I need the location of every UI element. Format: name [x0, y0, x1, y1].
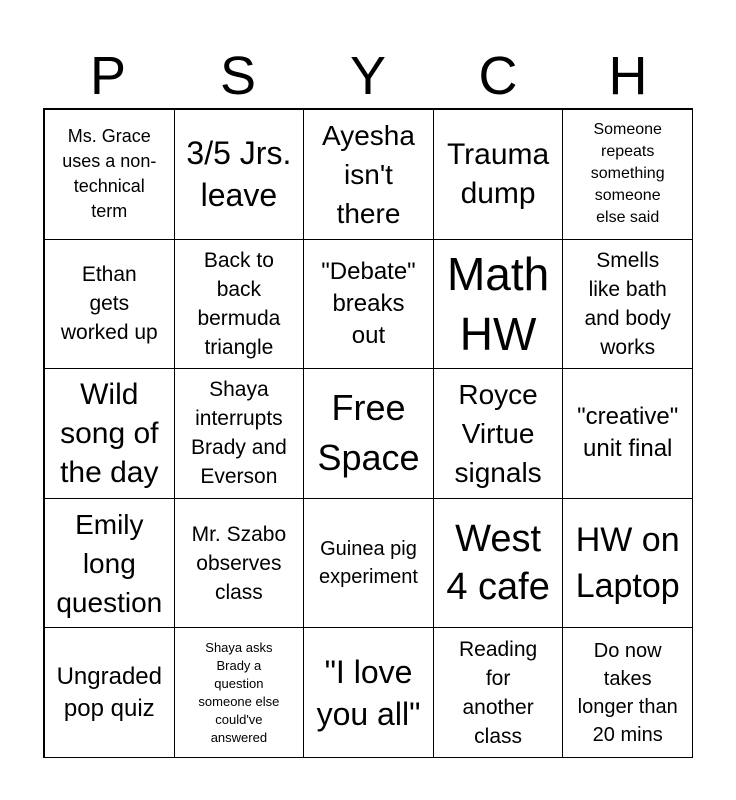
bingo-cell[interactable] — [562, 627, 693, 758]
cell-text: Shaya asks Brady a question someone else could've answered — [198, 639, 280, 745]
cell-text: Mr. Szabo observes class — [191, 522, 287, 604]
cell-text: Ayesha isn't there — [322, 119, 415, 229]
bingo-cell[interactable] — [433, 498, 564, 629]
cell-text: HW on Laptop — [575, 521, 680, 606]
bingo-cell[interactable] — [44, 368, 175, 499]
bingo-cell[interactable] — [303, 239, 434, 370]
bingo-cell[interactable] — [433, 368, 564, 499]
bingo-cell[interactable] — [174, 498, 305, 629]
bingo-cell[interactable] — [562, 368, 693, 499]
cell-text: Smells like bath and body works — [584, 248, 671, 359]
bingo-cell[interactable] — [433, 627, 564, 758]
cell-text: "Debate" breaks out — [321, 257, 416, 349]
header-letter-h: H — [608, 46, 648, 106]
header-letter-c: C — [478, 46, 518, 106]
bingo-cell[interactable] — [433, 109, 564, 240]
bingo-cell[interactable] — [174, 627, 305, 758]
header-letter-p: P — [89, 46, 127, 106]
cell-text: Reading for another class — [458, 637, 538, 748]
header-letter-s: S — [219, 46, 257, 106]
bingo-cell[interactable] — [44, 239, 175, 370]
bingo-cell[interactable] — [303, 627, 434, 758]
cell-text: Emily long question — [56, 508, 163, 618]
header-letter-y: Y — [349, 46, 387, 106]
cell-text: 3/5 Jrs. leave — [186, 135, 292, 214]
cell-text: Back to back bermuda triangle — [197, 248, 281, 359]
bingo-header — [43, 44, 693, 108]
cell-text: Math HW — [446, 247, 550, 360]
free-space-cell[interactable] — [303, 368, 434, 499]
bingo-cell[interactable] — [562, 498, 693, 629]
cell-text: Trauma dump — [446, 138, 550, 211]
bingo-cell[interactable] — [44, 109, 175, 240]
cell-text: Ungraded pop quiz — [56, 662, 162, 722]
bingo-cell[interactable] — [44, 498, 175, 629]
cell-text: West 4 cafe — [446, 518, 550, 609]
bingo-cell[interactable] — [174, 368, 305, 499]
bingo-cell[interactable] — [44, 627, 175, 758]
bingo-cell[interactable] — [562, 109, 693, 240]
cell-text: Guinea pig experiment — [319, 538, 418, 589]
cell-text: Do now takes longer than 20 mins — [577, 639, 678, 746]
bingo-cell[interactable] — [174, 109, 305, 240]
bingo-cell[interactable] — [433, 239, 564, 370]
cell-text: Wild song of the day — [60, 377, 159, 489]
cell-text: "I love you all" — [316, 653, 421, 732]
cell-text: Royce Virtue signals — [454, 378, 542, 488]
bingo-card-grid — [43, 108, 693, 758]
cell-text: Ms. Grace uses a non- technical term — [62, 126, 157, 222]
cell-text: Free Space — [317, 387, 420, 479]
bingo-cell[interactable] — [303, 498, 434, 629]
cell-text: "creative" unit final — [577, 403, 679, 463]
bingo-cell[interactable] — [562, 239, 693, 370]
cell-text: Someone repeats something someone else said — [590, 121, 665, 227]
bingo-cell[interactable] — [303, 109, 434, 240]
bingo-cell[interactable] — [174, 239, 305, 370]
cell-text: Ethan gets worked up — [60, 263, 158, 345]
cell-text: Shaya interrupts Brady and Everson — [191, 378, 287, 489]
